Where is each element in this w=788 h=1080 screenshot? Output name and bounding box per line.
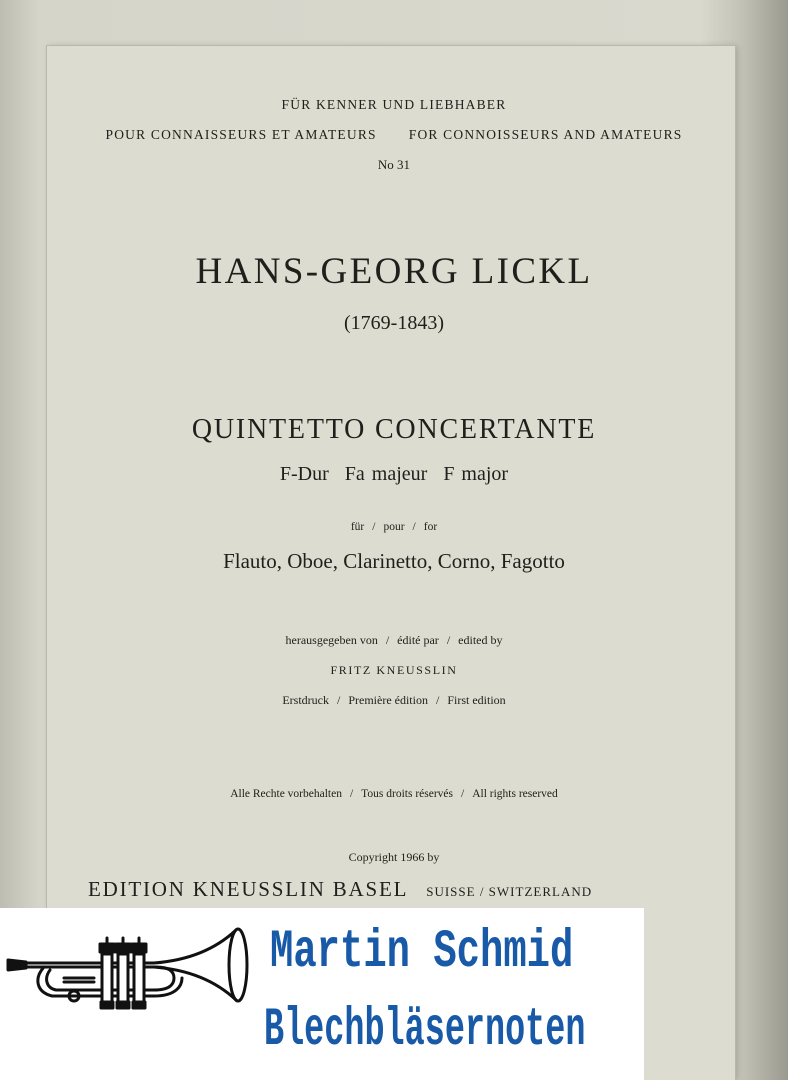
- edited-by-line: [0, 633, 788, 648]
- editor-name: FRITZ KNEUSSLIN: [330, 663, 458, 677]
- rights-german: Alle Rechte vorbehalten: [230, 788, 342, 800]
- first-french: Première édition: [348, 693, 428, 707]
- rights-line: [0, 788, 788, 800]
- trumpet-icon: [4, 926, 266, 1022]
- separator: /: [461, 788, 465, 800]
- separator: /: [446, 633, 451, 647]
- series-title-french-english: [0, 127, 788, 143]
- separator: /: [349, 788, 354, 800]
- for-german: für: [350, 521, 365, 533]
- edited-german: herausgegeben von: [285, 633, 378, 647]
- separator: /: [435, 693, 440, 707]
- edited-english: edited by: [458, 633, 503, 647]
- key-french: Fa majeur: [344, 463, 428, 485]
- series-number: No 31: [377, 157, 411, 172]
- seller-banner: [0, 908, 644, 1080]
- for-english: for: [423, 521, 438, 533]
- key-german: F-Dur: [279, 463, 329, 485]
- publisher-line: [88, 877, 688, 902]
- copyright-line: Copyright 1966 by: [348, 850, 440, 864]
- publisher-name: EDITION KNEUSSLIN BASEL: [88, 877, 409, 901]
- work-title: QUINTETTO CONCERTANTE: [191, 414, 597, 445]
- separator: /: [336, 693, 341, 707]
- for-french: pour: [383, 521, 405, 533]
- series-title-german: FÜR KENNER UND LIEBHABER: [281, 97, 507, 112]
- key-english: F major: [443, 463, 509, 485]
- rights-english: All rights reserved: [472, 788, 558, 800]
- rights-french: Tous droits réservés: [361, 788, 453, 800]
- separator: /: [372, 521, 376, 533]
- first-german: Erstdruck: [282, 693, 329, 707]
- brand-name: Martin Schmid: [270, 922, 574, 983]
- key-line: [0, 463, 788, 486]
- first-edition-line: [0, 693, 788, 708]
- edited-french: édité par: [397, 633, 439, 647]
- brand-tagline: Blechbläsernoten: [264, 1000, 586, 1061]
- composer-name: HANS-GEORG LICKL: [195, 251, 593, 292]
- separator: /: [412, 521, 416, 533]
- for-line: [0, 521, 788, 533]
- series-title-french: POUR CONNAISSEURS ET AMATEURS: [105, 127, 377, 142]
- series-title-english: FOR CONNOISSEURS AND AMATEURS: [408, 127, 683, 142]
- publisher-country: SUISSE / SWITZERLAND: [426, 884, 593, 899]
- instrumentation: Flauto, Oboe, Clarinetto, Corno, Fagotto: [223, 549, 565, 573]
- separator: /: [385, 633, 390, 647]
- first-english: First edition: [447, 693, 506, 707]
- composer-dates: (1769-1843): [344, 312, 444, 334]
